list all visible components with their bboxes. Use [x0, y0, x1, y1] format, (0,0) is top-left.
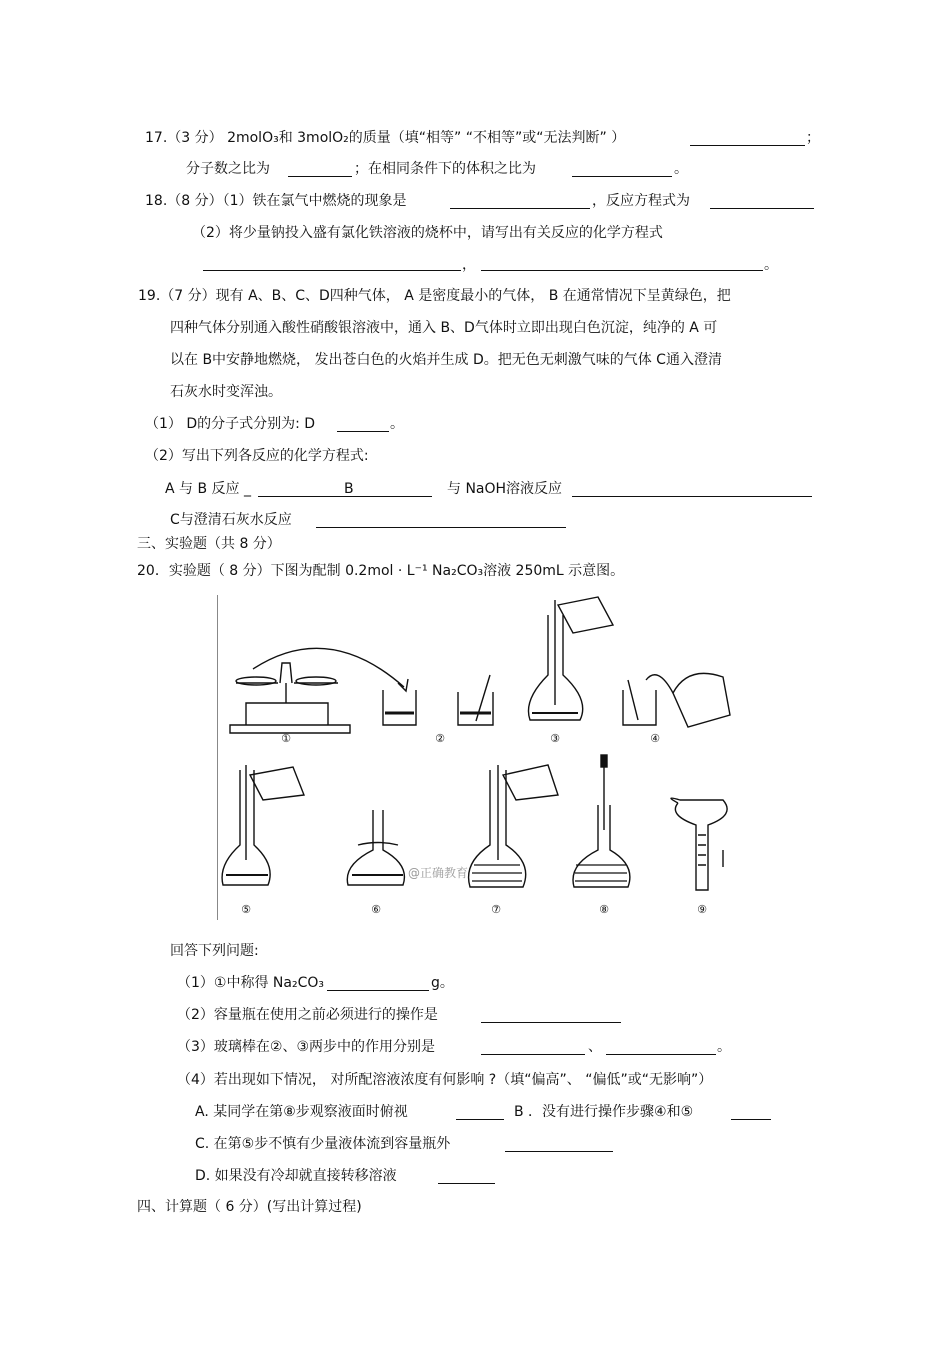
q20-blank-b[interactable]	[731, 1105, 771, 1120]
label-8: ⑧	[599, 903, 609, 916]
beaker-1	[383, 690, 416, 725]
q20-option-c: C. 在第⑤步不慎有少量液体流到容量瓶外	[195, 1136, 451, 1152]
q19-eq1a: A 与 B 反应 _	[165, 481, 251, 497]
label-6: ⑥	[371, 903, 381, 916]
q20-blank-d[interactable]	[438, 1169, 495, 1184]
q19-line1: 19.（7 分）现有 A、B、C、D四种气体， A 是密度最小的气体， B 在通常情况下呈黄绿色，把	[138, 288, 731, 304]
q20-s3: （3）玻璃棒在②、③两步中的作用分别是	[177, 1039, 436, 1055]
q20-blank-role2[interactable]	[481, 1040, 585, 1055]
q20-option-a: A. 某同学在第⑧步观察液面时俯视	[195, 1104, 408, 1120]
q17-semicolon: ；	[806, 130, 820, 146]
balance	[230, 648, 408, 733]
q19-eq1c: 与 NaOH溶液反应	[447, 481, 563, 497]
flask-6	[347, 810, 404, 885]
q17-period: 。	[674, 161, 688, 177]
beaker-2	[458, 692, 493, 725]
q17-line2b: ；在相同条件下的体积之比为	[354, 161, 536, 177]
q19-sub1-period: 。	[390, 416, 404, 432]
watermark: @正确教育	[408, 866, 469, 880]
q20-s1: （1）①中称得 Na₂CO₃	[177, 975, 324, 991]
q20-option-b: B ．没有进行操作步骤④和⑤	[514, 1104, 694, 1120]
q20-blank-mass[interactable]	[327, 976, 429, 991]
label-2: ②	[435, 732, 445, 745]
q20-s4: （4）若出现如下情况， 对所配溶液浓度有何影响 ?（填“偏高”、 “偏低”或“无影响”）	[177, 1072, 713, 1088]
beaker-4	[623, 690, 656, 725]
label-5: ⑤	[241, 903, 251, 916]
label-9: ⑨	[697, 903, 707, 916]
q18-blank-phenomenon[interactable]	[450, 194, 590, 209]
q17-line2a: 分子数之比为	[186, 161, 270, 177]
q18-blank-equation[interactable]	[710, 194, 814, 209]
flask-7	[469, 770, 526, 887]
q19-blank-d[interactable]	[337, 417, 389, 432]
q17-blank-ratio[interactable]	[288, 162, 352, 177]
q19-blank-c[interactable]	[316, 513, 566, 528]
q19-sub1: （1） D的分子式分别为: D	[145, 416, 316, 432]
q18-comma: ，	[462, 257, 476, 273]
q20-s3-end: 。	[717, 1039, 731, 1055]
q19-line4: 石灰水时变浑浊。	[170, 384, 282, 400]
experiment-figure	[217, 595, 733, 920]
q19-sub2: （2）写出下列各反应的化学方程式:	[145, 448, 369, 464]
q20-s2: （2）容量瓶在使用之前必须进行的操作是	[177, 1007, 438, 1023]
q19-line3: 以在 B中安静地燃烧， 发出苍白色的火焰并生成 D。把无色无刺激气味的气体 C通入澄清	[170, 352, 722, 368]
q18-blank-eq1[interactable]	[203, 256, 461, 271]
q20-line1: 20．实验题（ 8 分）下图为配制 0.2mol · L⁻¹ Na₂CO₃溶液 250mL 示意图。	[137, 563, 625, 579]
q20-blank-role3[interactable]	[606, 1040, 716, 1055]
label-3: ③	[550, 732, 560, 745]
q17-blank-volume[interactable]	[572, 162, 672, 177]
q20-s1-end: g。	[431, 975, 454, 991]
flask-8	[573, 805, 630, 887]
q18-line1b: ，反应方程式为	[592, 193, 690, 209]
section-3-title: 三、实验题（共 8 分）	[137, 536, 281, 552]
q19-blank-naoh[interactable]	[572, 482, 812, 497]
q19-eq2: C与澄清石灰水反应	[170, 512, 292, 528]
q17-line1: 17.（3 分） 2molO₃和 3molO₂的质量（填“相等” “不相等”或“无法判断” ）	[145, 130, 626, 146]
q19-eq1b: B	[344, 481, 354, 497]
q18-blank-eq2[interactable]	[481, 256, 763, 271]
q20-blank-operation[interactable]	[481, 1008, 621, 1023]
q17-blank-mass[interactable]	[690, 131, 805, 146]
section-4-title: 四、计算题（ 6 分）(写出计算过程)	[137, 1199, 362, 1215]
q18-line2: （2）将少量钠投入盛有氯化铁溶液的烧杯中，请写出有关反应的化学方程式	[192, 225, 663, 241]
q20-option-d: D. 如果没有冷却就直接转移溶液	[195, 1168, 397, 1184]
experiment-diagram	[218, 595, 733, 920]
q20-intro: 回答下列问题:	[170, 943, 259, 959]
wash-bottle	[673, 673, 730, 727]
q19-line2: 四种气体分别通入酸性硝酸银溶液中，通入 B、D气体时立即出现白色沉淀，纯净的 A 可	[170, 320, 718, 336]
q18-line1a: 18.（8 分）（1）铁在氯气中燃烧的现象是	[145, 193, 407, 209]
q18-period: 。	[764, 257, 778, 273]
label-1: ①	[281, 732, 291, 745]
q20-blank-a[interactable]	[456, 1105, 504, 1120]
flask-9	[671, 798, 727, 890]
q20-s3-sep: 、	[588, 1039, 602, 1055]
label-7: ⑦	[491, 903, 501, 916]
q20-blank-c[interactable]	[505, 1137, 613, 1152]
label-4: ④	[650, 732, 660, 745]
